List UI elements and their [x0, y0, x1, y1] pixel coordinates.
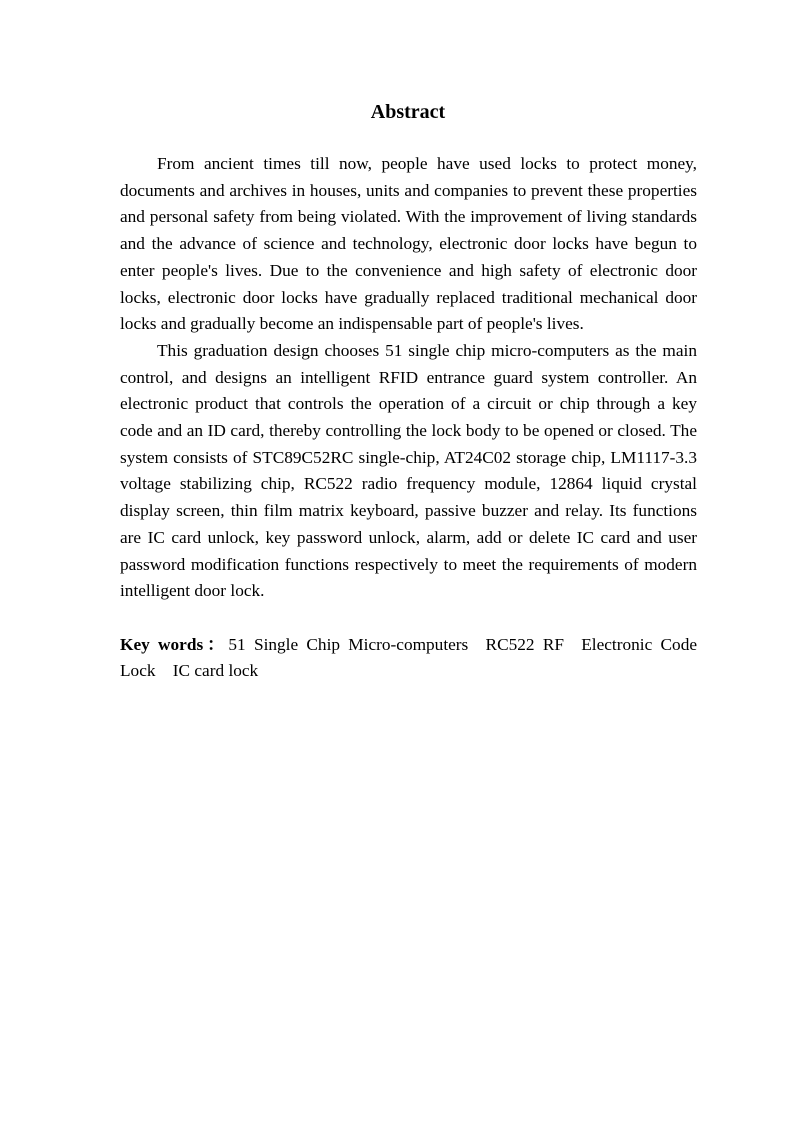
- keywords-label: Key words：: [120, 634, 229, 654]
- abstract-paragraph-2: This graduation design chooses 51 single chip micro-computers as the main control, and designs an intelligent RFID entrance guard system controller. An electronic product that controls the operation of a circuit or chip through a key code and an ID card, thereby controlling the lock body to be opened or closed. The system consists of STC89C52RC single-chip, AT24C02 storage chip, LM1117-3.3 voltage stabilizing chip, RC522 radio frequency module, 12864 liquid crystal display screen, thin film matrix keyboard, passive buzzer and relay. Its functions are IC card unlock, key password unlock, alarm, add or delete IC card and user password modification functions respectively to meet the requirements of modern intelligent door lock.: [120, 340, 697, 601]
- keywords-text: 51 Single Chip Micro-computers RC522 RF Electronic Code Lock IC card lock: [120, 634, 698, 681]
- keywords-line: [120, 632, 697, 685]
- abstract-paragraph-1: From ancient times till now, people have used locks to protect money, documents and archives in houses, units and companies to prevent these properties and personal safety from being violated. With the improvement of living standards and the advance of science and technology, electronic door locks have begun to enter people's lives. Due to the convenience and high safety of electronic door locks, electronic door locks have gradually replaced traditional mechanical door locks and gradually become an indispensable part of people's lives.: [120, 154, 697, 334]
- abstract-title: Abstract: [370, 101, 446, 123]
- abstract-body: [120, 151, 697, 685]
